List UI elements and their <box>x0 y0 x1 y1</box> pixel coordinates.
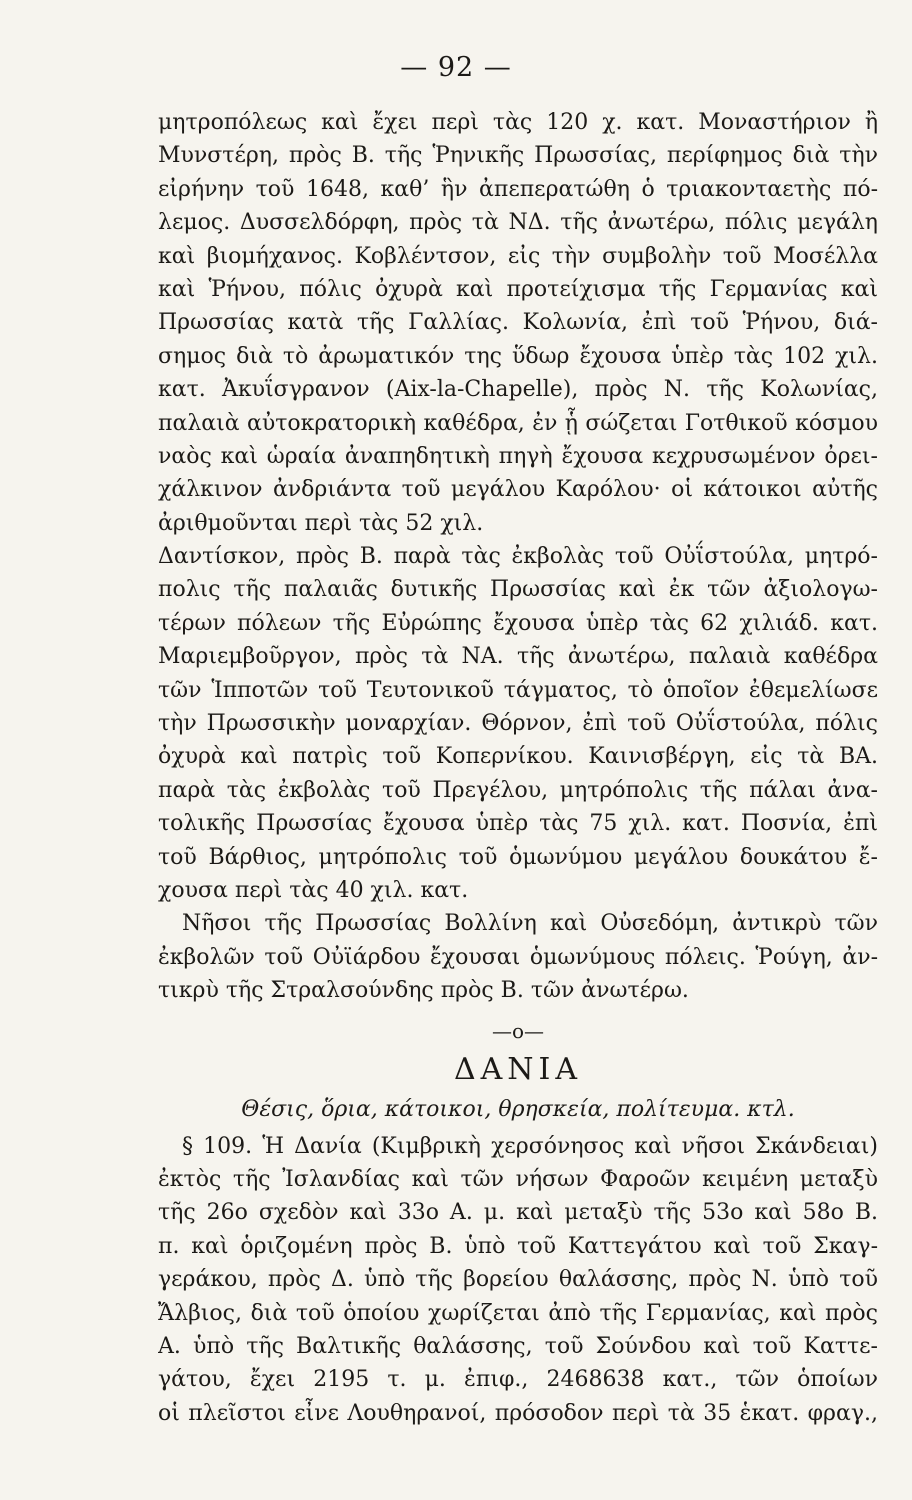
text-line: ἐκτὸς τῆς Ἰσλανδίας καὶ τῶν νήσων Φαροῶν κειμένη μεταξὺ <box>158 1166 878 1192</box>
text-line: ναὸς καὶ ὡραία ἀναπηδητικὴ πηγὴ ἔχουσα κεχρυσωμένον ὀρει- <box>158 443 878 469</box>
text-line: παλαιὰ αὐτοκρατορικὴ καθέδρα, ἐν ᾗ σώζεται Γοτθικοῦ κόσμου <box>158 410 878 436</box>
paragraph-prussian-islands <box>158 907 878 1007</box>
text-line: τῆς 26ο σχεδὸν καὶ 33ο Α. μ. καὶ μεταξὺ τῆς 53ο καὶ 58ο Β. <box>158 1200 878 1226</box>
text-line: ἀριθμοῦνται περὶ τὰς 52 χιλ. <box>158 510 484 536</box>
text-line: γάτου, ἔχει 2195 τ. μ. ἐπιφ., 2468638 κατ., τῶν ὁποίων <box>158 1367 878 1393</box>
text-line: Μυνστέρη, πρὸς Β. τῆς Ῥηνικῆς Πρωσσίας, περίφημος διὰ τὴν <box>158 143 878 169</box>
text-line: γεράκου, πρὸς Δ. ὑπὸ τῆς βορείου θαλάσσης, πρὸς Ν. ὑπὸ τοῦ <box>158 1267 878 1293</box>
text-line: κατ. Ἀκυΐσγρανον (Aix-la-Chapelle), πρὸς Ν. τῆς Κολωνίας, <box>158 377 878 403</box>
text-line: ἐκβολῶν τοῦ Οὐϊάρδου ἔχουσαι ὁμωνύμους πόλεις. Ῥούγη, ἀν- <box>158 944 878 970</box>
text-line: Νῆσοι τῆς Πρωσσίας Βολλίνη καὶ Οὐσεδόμη, ἀντικρὺ τῶν <box>182 911 878 937</box>
text-line: μητροπόλεως καὶ ἔχει περὶ τὰς 120 χ. κατ. Μοναστήριον ἢ <box>158 110 878 135</box>
text-line: σημος διὰ τὸ ἀρωματικόν της ὕδωρ ἔχουσα ὑπὲρ τὰς 102 χιλ. <box>158 343 878 369</box>
text-line: καὶ Ῥήνου, πόλις ὀχυρὰ καὶ προτείχισμα τῆς Γερμανίας καὶ <box>158 276 878 302</box>
text-line: Δαντίσκον, πρὸς Β. παρὰ τὰς ἐκβολὰς τοῦ Οὐΐστούλα, μητρό- <box>158 544 878 570</box>
text-line: Α. ὑπὸ τῆς Βαλτικῆς θαλάσσης, τοῦ Σούνδου καὶ τοῦ Καττε- <box>158 1333 878 1359</box>
text-line: χουσα περὶ τὰς 40 χιλ. κατ. <box>158 877 469 903</box>
text-line: τέρων πόλεων τῆς Εὐρώπης ἔχουσα ὑπὲρ τὰς 62 χιλιάδ. κατ. <box>158 610 878 636</box>
text-line: τὴν Πρωσσικὴν μοναρχίαν. Θόρνον, ἐπὶ τοῦ Οὐΐστούλα, πόλις <box>158 711 878 737</box>
text-line: ὀχυρὰ καὶ πατρὶς τοῦ Κοπερνίκου. Καινισβέργη, εἰς τὰ ΒΑ. <box>158 744 878 770</box>
text-line: παρὰ τὰς ἐκβολὰς τοῦ Πρεγέλου, μητρόπολις τῆς πάλαι ἀνα- <box>158 777 878 803</box>
text-line: Πρωσσίας κατὰ τῆς Γαλλίας. Κολωνία, ἐπὶ τοῦ Ῥήνου, διά- <box>158 310 878 336</box>
text-line: τικρὺ τῆς Στραλσούνδης πρὸς Β. τῶν ἀνωτέρω. <box>158 978 689 1004</box>
text-line: τοῦ Βάρθιος, μητρόπολις τοῦ ὁμωνύμου μεγάλου δουκάτου ἔ- <box>158 844 878 870</box>
paragraph-prussian-cities-east <box>158 540 878 907</box>
text-line: § 109. Ἡ Δανία (Κιμβρικὴ χερσόνησος καὶ νῆσοι Σκάνδειαι) <box>182 1133 878 1159</box>
text-line: Ἄλβιος, διὰ τοῦ ὁποίου χωρίζεται ἀπὸ τῆς Γερμανίας, καὶ πρὸς <box>158 1300 878 1326</box>
text-line: Μαριεμβοῦργον, πρὸς τὰ ΝΑ. τῆς ἀνωτέρω, παλαιὰ καθέδρα <box>158 644 878 670</box>
text-line: καὶ βιομήχανος. Κοβλέντσον, εἰς τὴν συμβολὴν τοῦ Μοσέλλα <box>158 243 878 269</box>
paragraph-prussian-cities-west <box>158 106 878 540</box>
page-number: — 92 — <box>400 52 512 83</box>
text-line: οἱ πλεῖστοι εἶνε Λουθηρανοί, πρόσοδον περὶ τὰ 35 ἑκατ. φραγ., <box>158 1400 878 1426</box>
text-line: λεμος. Δυσσελδόρφη, πρὸς τὰ ΝΔ. τῆς ἀνωτέρω, πόλις μεγάλη <box>158 210 878 236</box>
section-divider: —o— <box>491 1018 545 1043</box>
text-line: χάλκινον ἀνδριάντα τοῦ μεγάλου Καρόλου· οἱ κάτοικοι αὐτῆς <box>158 477 878 503</box>
text-line: εἰρήνην τοῦ 1648, καθ’ ἣν ἀπεπερατώθη ὁ τριακονταετὴς πό- <box>158 176 878 202</box>
text-line: τῶν Ἱπποτῶν τοῦ Τευτονικοῦ τάγματος, τὸ ὁποῖον ἐθεμελίωσε <box>158 677 878 703</box>
body-text <box>158 106 878 1430</box>
text-line: πολις τῆς παλαιᾶς δυτικῆς Πρωσσίας καὶ ἐκ τῶν ἀξιολογω- <box>158 577 878 603</box>
paragraph-denmark <box>158 1130 878 1431</box>
section-subtitle: Θέσις, ὅρια, κάτοικοι, θρησκεία, πολίτευμα. κτλ. <box>241 1096 795 1122</box>
section-title: ΔΑΝΙΑ <box>453 1051 583 1087</box>
text-line: τολικῆς Πρωσσίας ἔχουσα ὑπὲρ τὰς 75 χιλ. κατ. Ποσνία, ἐπὶ <box>158 811 878 837</box>
text-line: π. καὶ ὁριζομένη πρὸς Β. ὑπὸ τοῦ Καττεγάτου καὶ τοῦ Σκαγ- <box>158 1233 878 1259</box>
